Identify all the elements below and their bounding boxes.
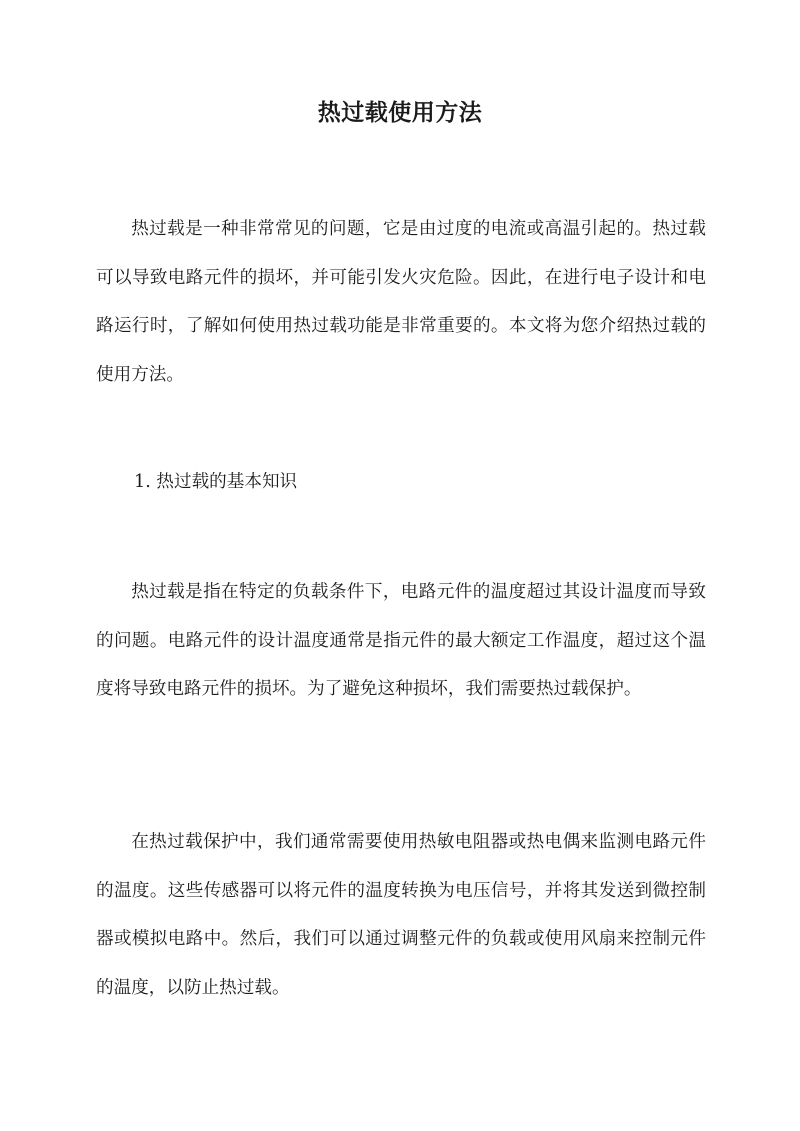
intro-paragraph: 热过载是一种非常常见的问题，它是由过度的电流或高温引起的。热过载可以导致电路元件的损坏，并可能引发火灾危险。因此，在进行电子设计和电路运行时，了解如何使用热过载功能是非常重要的。本文将为您介绍热过载的使用方法。	[96, 219, 706, 385]
document-title: 热过载使用方法	[317, 99, 483, 126]
body-paragraph: 热过载是指在特定的负载条件下，电路元件的温度超过其设计温度而导致的问题。电路元件的设计温度通常是指元件的最大额定工作温度，超过这个温度将导致电路元件的损坏。为了避免这种损坏，我们需要热过载保护。	[96, 582, 706, 699]
body-paragraph: 在热过载保护中，我们通常需要使用热敏电阻器或热电偶来监测电路元件的温度。这些传感器可以将元件的温度转换为电压信号，并将其发送到微控制器或模拟电路中。然后，我们可以通过调整元件的负载或使用风扇来控制元件的温度，以防止热过载。	[96, 832, 706, 998]
section-heading: 1. 热过载的基本知识	[134, 472, 298, 492]
